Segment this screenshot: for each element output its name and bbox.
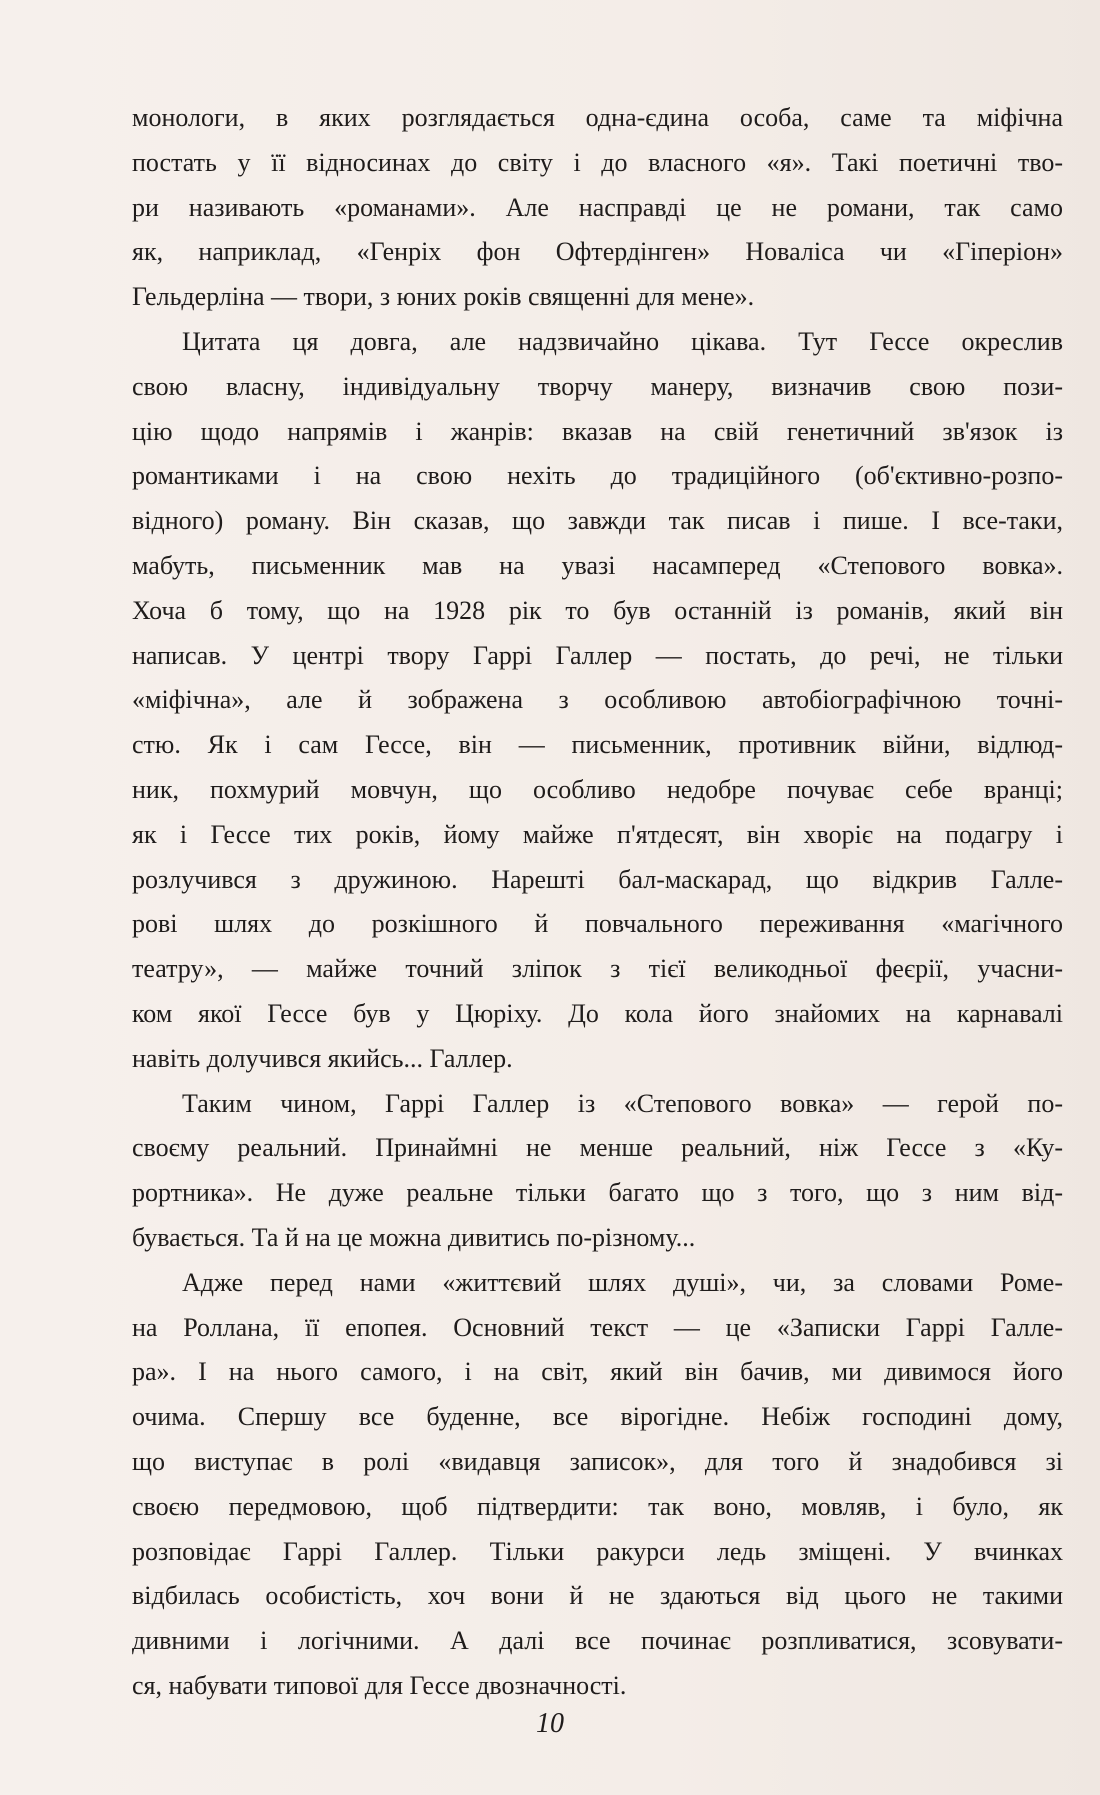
text-line: своєю передмовою, щоб підтвердити: так воно, мовляв, і було, як (132, 1491, 1063, 1521)
text-line: навіть долучився якийсь... Галлер. (132, 1043, 513, 1073)
text-line: Таким чином, Гаррі Галлер із «Степового вовка» — герой по- (182, 1088, 1063, 1118)
text-line: Адже перед нами «життєвий шлях душі», чи, за словами Роме- (182, 1267, 1063, 1297)
text-line: рові шлях до розкішного й повчального переживання «магічного (132, 909, 1063, 939)
text-line: «міфічна», але й зображена з особливою автобіографічною точні- (132, 685, 1063, 715)
text-line: рортника». Не дуже реальне тільки багато що з того, що з ним від- (132, 1178, 1063, 1208)
text-line: ник, похмурий мовчун, що особливо недобре почуває себе вранці; (132, 774, 1063, 804)
text-line: відного) роману. Він сказав, що завжди так писав і пише. І все-таки, (132, 506, 1063, 536)
text-line: постать у її відносинах до світу і до власного «я». Такі поетичні тво- (132, 147, 1063, 177)
text-line: очима. Спершу все буденне, все вірогідне. Небіж господині дому, (132, 1402, 1063, 1432)
text-line: що виступає в ролі «видавця записок», для того й знадобився зі (132, 1446, 1063, 1476)
text-line: розповідає Гаррі Галлер. Тільки ракурси ледь зміщені. У вчинках (132, 1536, 1063, 1566)
text-line: дивними і логічними. А далі все починає розпливатися, зсовувати- (132, 1626, 1063, 1656)
page-number: 10 (536, 1708, 564, 1739)
text-line: на Роллана, її епопея. Основний текст — це «Записки Гаррі Галле- (132, 1312, 1063, 1342)
text-line: ком якої Гессе був у Цюріху. До кола його знайомих на карнавалі (132, 998, 1063, 1028)
text-line: Гельдерліна — твори, з юних років священні для мене». (132, 282, 755, 312)
text-line: ра». І на нього самого, і на світ, який він бачив, ми дивимося його (132, 1357, 1063, 1387)
text-line: мабуть, письменник мав на увазі насамперед «Степового вовка». (132, 550, 1063, 580)
text-line: ся, набувати типової для Гессе двозначності. (132, 1670, 627, 1700)
text-line: цію щодо напрямів і жанрів: вказав на свій генетичний зв'язок із (132, 416, 1063, 446)
text-line: відбилась особистість, хоч вони й не здаються від цього не такими (132, 1581, 1063, 1611)
text-line: написав. У центрі твору Гаррі Галлер — постать, до речі, не тільки (132, 640, 1063, 670)
text-line: своєму реальний. Принаймні не менше реальний, ніж Гессе з «Ку- (132, 1133, 1063, 1163)
text-line: як, наприклад, «Генріх фон Офтердінген» Новаліса чи «Гіперіон» (132, 237, 1063, 267)
text-line: романтиками і на свою нехіть до традиційного (об'єктивно-розпо- (132, 461, 1063, 491)
text-line: ри називають «романами». Але насправді це не романи, так само (132, 192, 1063, 222)
text-line: стю. Як і сам Гессе, він — письменник, противник війни, відлюд- (132, 730, 1063, 760)
body-text (132, 96, 1063, 1709)
text-line: бувається. Та й на це можна дивитись по-різному... (132, 1222, 696, 1252)
text-line: театру», — майже точний зліпок з тієї великодньої феєрії, учасни- (132, 954, 1063, 984)
text-line: монологи, в яких розглядається одна-єдина особа, саме та міфічна (132, 103, 1063, 132)
text-line: свою власну, індивідуальну творчу манеру, визначив свою пози- (132, 371, 1063, 401)
text-line: як і Гессе тих років, йому майже п'ятдесят, він хворіє на подагру і (132, 819, 1063, 849)
text-line: розлучився з дружиною. Нарешті бал-маскарад, що відкрив Галле- (132, 864, 1063, 894)
text-line: Хоча б тому, що на 1928 рік то був останній із романів, який він (132, 595, 1063, 625)
text-line: Цитата ця довга, але надзвичайно цікава. Тут Гессе окреслив (182, 326, 1063, 356)
